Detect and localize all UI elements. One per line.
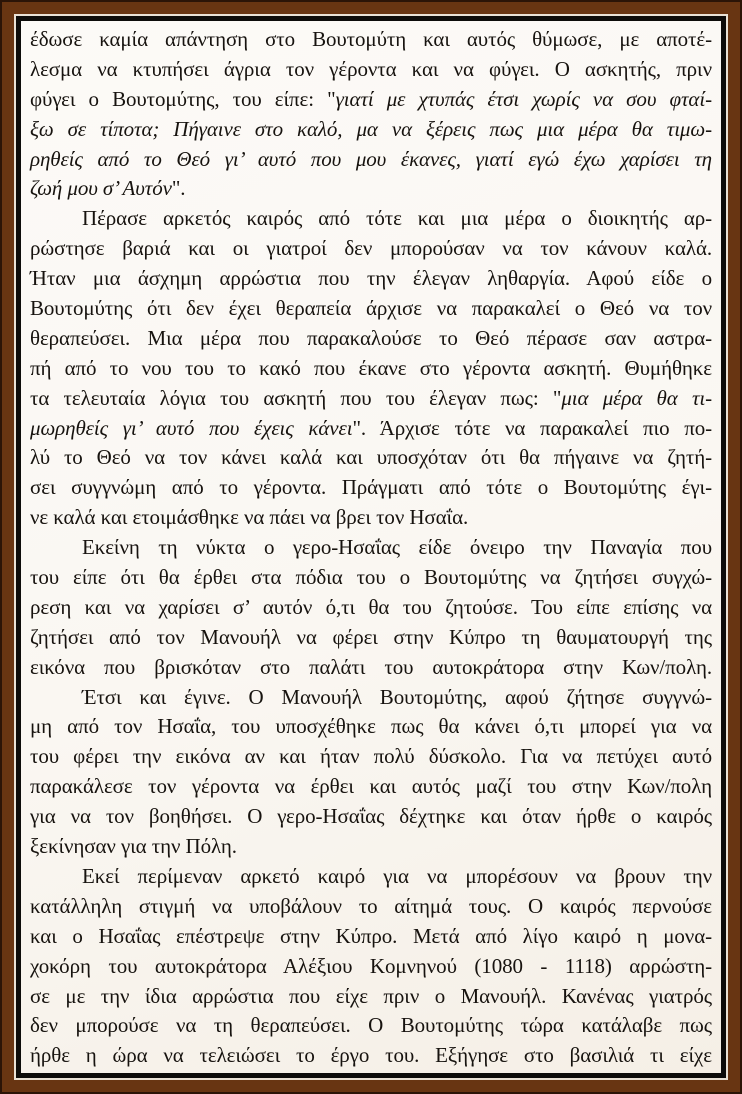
text-line xyxy=(30,772,712,802)
body-text: πή από το νου του το κακό που έκανε στο γέροντα ασκητή. Θυμήθηκε xyxy=(30,355,712,380)
text-line xyxy=(30,952,712,982)
quoted-italic-text: ξω σε τίποτα; Πήγαινε στο καλό, μα να ξέρεις πως μια μέρα θα τιμω- xyxy=(30,116,712,141)
body-text: Έτσι και έγινε. Ο Μανουήλ Βουτομύτης, αφού ζήτησε συγγνώ- xyxy=(82,684,712,709)
body-text: ρεση και να χαρίσει σ’ αυτόν ό,τι θα του ζητούσε. Του είπε επίσης να xyxy=(30,594,712,619)
body-text: Ήταν μια άσχημη αρρώστια που την έλεγαν ληθαργία. Αφού είδε ο xyxy=(30,266,712,291)
text-line xyxy=(30,862,712,892)
body-text: χοκόρη του αυτοκράτορα Αλέξιου Κομνηνού (1080 - 1118) αρρώστη- xyxy=(30,953,712,978)
body-text: για να τον βοηθήσει. Ο γερο-Ησαΐας δέχτηκε και όταν ήρθε ο καιρός xyxy=(30,804,712,829)
body-text: εικόνα που βρισκόταν στο παλάτι του αυτοκράτορα στην Κων/πολη. xyxy=(30,654,712,679)
text-line xyxy=(30,922,712,952)
body-text: Εκεί περίμεναν αρκετό καιρό για να μπορέσουν να βρουν την xyxy=(82,863,712,888)
text-line xyxy=(30,384,712,414)
text-line xyxy=(30,115,712,145)
body-text: θεραπεύσει. Μια μέρα που παρακαλούσε το Θεό πέρασε σαν αστρα- xyxy=(30,325,712,350)
body-text: Πέρασε αρκετός καιρός από τότε και μια μέρα ο διοικητής αρ- xyxy=(82,206,712,231)
paragraph xyxy=(30,204,712,533)
body-text: Βουτομύτης ότι δεν έχει θεραπεία άρχισε να παρακαλεί ο Θεό να τον xyxy=(30,296,712,321)
body-text: και ο Ησαΐας επέστρεψε στην Κύπρο. Μετά από λίγο καιρό η μονα- xyxy=(30,923,712,948)
page xyxy=(16,16,726,1078)
body-text: κατάλληλη στιγμή να υποβάλουν το αίτημά τους. Ο καιρός περνούσε xyxy=(30,893,712,918)
body-text: του φέρει την εικόνα αν και ήταν πολύ δύσκολο. Για να πετύχει αυτό xyxy=(30,744,712,769)
quoted-italic-text: μωρηθείς γι’ αυτό που έχεις κάνει xyxy=(30,415,353,440)
text-line xyxy=(30,204,712,234)
quoted-italic-text: γιατί με χτυπάς έτσι χωρίς να σου φταί- xyxy=(335,86,712,111)
text-line xyxy=(30,414,712,444)
body-text: του είπε ότι θα έρθει στα πόδια του ο Βουτομύτης να ζητήσει συγχώ- xyxy=(30,565,712,590)
paragraph xyxy=(30,25,712,204)
text-line xyxy=(30,503,712,533)
document-text xyxy=(30,25,712,1071)
text-line xyxy=(30,533,712,563)
text-line xyxy=(30,1011,712,1041)
quoted-italic-text: μια μέρα θα τι- xyxy=(561,385,712,410)
text-line xyxy=(30,683,712,713)
text-line xyxy=(30,354,712,384)
text-line xyxy=(30,473,712,503)
text-line xyxy=(30,294,712,324)
text-line xyxy=(30,653,712,683)
body-text: έδωσε καμία απάντηση στο Βουτομύτη και αυτός θύμωσε, με αποτέ- xyxy=(30,27,712,51)
body-text: ρώστησε βαριά και οι γιατροί δεν μπορούσαν να τον κάνουν καλά. xyxy=(30,236,712,261)
paragraph xyxy=(30,683,712,862)
text-line xyxy=(30,443,712,473)
paragraph xyxy=(30,862,712,1071)
body-text: ξεκίνησαν για την Πόλη. xyxy=(30,834,237,859)
text-line xyxy=(30,802,712,832)
body-text: μη από τον Ησαΐα, του υποσχέθηκε πως θα κάνει ό,τι μπορεί για να xyxy=(30,714,712,739)
body-text: νε καλά και ετοιμάσθηκε να πάει να βρει τον Ησαΐα. xyxy=(30,505,469,530)
text-line xyxy=(30,145,712,175)
quoted-italic-text: ζωή μου σ’ Αυτόν xyxy=(30,176,172,201)
body-text: παρακάλεσε τον γέροντα να έρθει και αυτός μαζί του στην Κων/πολη xyxy=(30,774,712,799)
body-text: λύ το Θεό να τον κάνει καλά και υποσχόταν ότι θα πήγαινε να ζητή- xyxy=(30,445,712,470)
text-line xyxy=(30,264,712,294)
body-text: λεσμα να κτυπήσει άγρια τον γέροντα και να φύγει. Ο ασκητής, πριν xyxy=(30,56,712,81)
body-text: σει συγγνώμη από το γέροντα. Πράγματι από τότε ο Βουτομύτης έγι- xyxy=(30,475,712,500)
text-line xyxy=(30,892,712,922)
text-line xyxy=(30,55,712,85)
body-text: ήρθε η ώρα να τελειώσει το έργο του. Εξήγησε στο βασιλιά τι είχε xyxy=(30,1043,712,1068)
text-line xyxy=(30,234,712,264)
text-line xyxy=(30,712,712,742)
text-line xyxy=(30,832,712,862)
text-line xyxy=(30,982,712,1012)
text-line xyxy=(30,623,712,653)
body-text: ζητήσει από τον Μανουήλ να φέρει στην Κύπρο τη θαυματουργή της xyxy=(30,624,712,649)
quoted-italic-text: ρηθείς από το Θεό γι’ αυτό που μου έκανες, γιατί εγώ έχω χαρίσει τη xyxy=(30,146,712,171)
body-text: Εκείνη τη νύκτα ο γερο-Ησαΐας είδε όνειρο την Παναγία που xyxy=(82,535,712,560)
body-text: ". xyxy=(171,176,186,201)
body-text: δεν μπορούσε να τη θεραπεύσει. Ο Βουτομύτης τώρα κατάλαβε πως xyxy=(30,1013,712,1038)
text-line xyxy=(30,85,712,115)
text-line xyxy=(30,563,712,593)
body-text: φύγει ο Βουτομύτης, του είπε: " xyxy=(30,86,336,111)
body-text: σε με την ίδια αρρώστια που είχε πριν ο Μανουήλ. Κανένας γιατρός xyxy=(30,983,712,1008)
text-line xyxy=(30,25,712,55)
paragraph xyxy=(30,533,712,682)
body-text: τα τελευταία λόγια του ασκητή που του έλεγαν πως: " xyxy=(30,385,562,410)
text-line xyxy=(30,174,712,204)
text-line xyxy=(30,593,712,623)
text-line xyxy=(30,742,712,772)
body-text: ". Άρχισε τότε να παρακαλεί πιο πο- xyxy=(352,415,712,440)
text-line xyxy=(30,1041,712,1071)
text-line xyxy=(30,324,712,354)
